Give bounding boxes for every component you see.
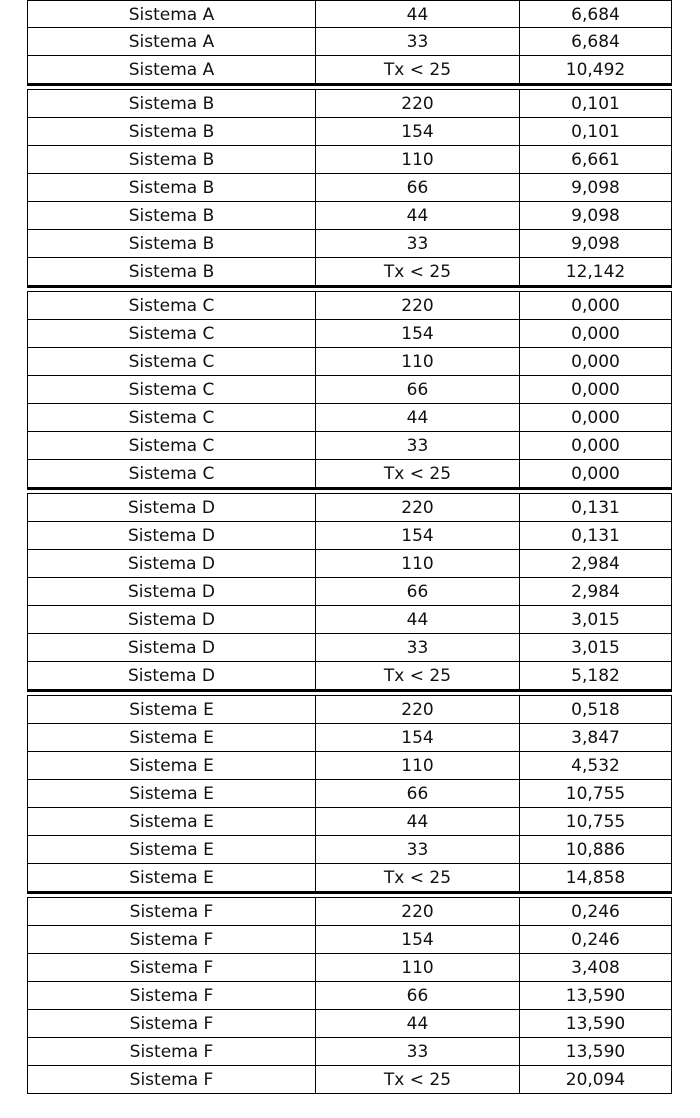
system-cell: Sistema F [27,982,315,1010]
value-cell: 14,858 [519,864,672,892]
voltage-cell: Tx < 25 [315,864,519,892]
table-row [27,724,672,752]
table-row [27,90,672,118]
voltage-cell: 220 [315,494,519,522]
system-cell: Sistema E [27,724,315,752]
voltage-cell: 66 [315,578,519,606]
system-cell: Sistema B [27,258,315,286]
voltage-cell: 44 [315,202,519,230]
table-row [27,258,672,286]
voltage-cell: 66 [315,174,519,202]
value-cell: 13,590 [519,1038,672,1066]
value-cell: 3,015 [519,634,672,662]
value-cell: 6,684 [519,0,672,28]
system-cell: Sistema B [27,90,315,118]
system-cell: Sistema F [27,926,315,954]
voltage-cell: 33 [315,230,519,258]
value-cell: 0,131 [519,494,672,522]
system-voltage-table [27,0,672,1094]
table-row [27,780,672,808]
value-cell: 0,518 [519,696,672,724]
table-row [27,1066,672,1094]
voltage-cell: 154 [315,522,519,550]
value-cell: 13,590 [519,1010,672,1038]
table-row [27,550,672,578]
value-cell: 0,000 [519,320,672,348]
voltage-cell: 44 [315,606,519,634]
table-row [27,864,672,892]
value-cell: 0,246 [519,898,672,926]
voltage-cell: 33 [315,634,519,662]
group-separator [27,487,672,494]
voltage-cell: 220 [315,292,519,320]
value-cell: 10,886 [519,836,672,864]
system-cell: Sistema C [27,432,315,460]
value-cell: 0,101 [519,90,672,118]
value-cell: 2,984 [519,550,672,578]
table-row [27,118,672,146]
system-cell: Sistema D [27,634,315,662]
system-cell: Sistema F [27,898,315,926]
table-row [27,926,672,954]
table-row [27,174,672,202]
system-cell: Sistema B [27,118,315,146]
table-row [27,320,672,348]
table-row [27,1038,672,1066]
table-row [27,348,672,376]
system-cell: Sistema C [27,404,315,432]
system-cell: Sistema D [27,662,315,690]
voltage-cell: 66 [315,376,519,404]
value-cell: 10,755 [519,808,672,836]
system-cell: Sistema E [27,808,315,836]
value-cell: 0,000 [519,292,672,320]
system-cell: Sistema C [27,292,315,320]
group-separator [27,689,672,696]
group-separator [27,285,672,292]
system-group [27,90,672,286]
table-row [27,230,672,258]
value-cell: 3,408 [519,954,672,982]
system-cell: Sistema C [27,376,315,404]
voltage-cell: 44 [315,404,519,432]
table-row [27,954,672,982]
voltage-cell: Tx < 25 [315,1066,519,1094]
value-cell: 9,098 [519,230,672,258]
voltage-cell: 33 [315,836,519,864]
voltage-cell: 110 [315,146,519,174]
system-cell: Sistema B [27,202,315,230]
table-row [27,522,672,550]
system-cell: Sistema C [27,320,315,348]
system-group [27,0,672,84]
value-cell: 2,984 [519,578,672,606]
value-cell: 6,661 [519,146,672,174]
system-cell: Sistema F [27,954,315,982]
table-row [27,28,672,56]
system-cell: Sistema B [27,230,315,258]
voltage-cell: 44 [315,808,519,836]
value-cell: 5,182 [519,662,672,690]
system-cell: Sistema C [27,348,315,376]
voltage-cell: 220 [315,898,519,926]
voltage-cell: 33 [315,28,519,56]
voltage-cell: 110 [315,550,519,578]
table-row [27,376,672,404]
system-cell: Sistema C [27,460,315,488]
table-row [27,634,672,662]
value-cell: 6,684 [519,28,672,56]
system-cell: Sistema D [27,578,315,606]
system-group [27,292,672,488]
voltage-cell: 220 [315,696,519,724]
value-cell: 0,101 [519,118,672,146]
table-row [27,202,672,230]
system-cell: Sistema F [27,1038,315,1066]
system-cell: Sistema F [27,1010,315,1038]
system-cell: Sistema A [27,0,315,28]
system-cell: Sistema E [27,752,315,780]
value-cell: 13,590 [519,982,672,1010]
voltage-cell: Tx < 25 [315,460,519,488]
voltage-cell: 154 [315,118,519,146]
value-cell: 4,532 [519,752,672,780]
table-row [27,0,672,28]
table-row [27,578,672,606]
voltage-cell: Tx < 25 [315,56,519,84]
value-cell: 3,847 [519,724,672,752]
system-cell: Sistema E [27,780,315,808]
table-row [27,836,672,864]
voltage-cell: 44 [315,1010,519,1038]
value-cell: 12,142 [519,258,672,286]
voltage-cell: 110 [315,348,519,376]
value-cell: 10,492 [519,56,672,84]
system-cell: Sistema E [27,696,315,724]
table-row [27,662,672,690]
value-cell: 0,000 [519,432,672,460]
voltage-cell: 220 [315,90,519,118]
table-row [27,898,672,926]
table-row [27,432,672,460]
group-separator [27,891,672,898]
system-cell: Sistema D [27,606,315,634]
system-cell: Sistema D [27,550,315,578]
value-cell: 9,098 [519,174,672,202]
voltage-cell: 33 [315,432,519,460]
table-row [27,606,672,634]
value-cell: 0,000 [519,376,672,404]
group-separator [27,83,672,90]
value-cell: 0,000 [519,460,672,488]
value-cell: 0,246 [519,926,672,954]
table-row [27,56,672,84]
voltage-cell: 154 [315,926,519,954]
voltage-cell: 33 [315,1038,519,1066]
table-row [27,292,672,320]
system-cell: Sistema B [27,146,315,174]
system-group [27,494,672,690]
voltage-cell: 66 [315,982,519,1010]
table-row [27,982,672,1010]
voltage-cell: 44 [315,0,519,28]
system-cell: Sistema A [27,28,315,56]
system-cell: Sistema E [27,864,315,892]
voltage-cell: 66 [315,780,519,808]
system-cell: Sistema D [27,522,315,550]
value-cell: 0,000 [519,404,672,432]
value-cell: 9,098 [519,202,672,230]
table-row [27,752,672,780]
voltage-cell: 154 [315,320,519,348]
voltage-cell: 110 [315,954,519,982]
value-cell: 0,131 [519,522,672,550]
value-cell: 3,015 [519,606,672,634]
table-row [27,404,672,432]
system-group [27,898,672,1094]
value-cell: 20,094 [519,1066,672,1094]
system-group [27,696,672,892]
voltage-cell: 154 [315,724,519,752]
value-cell: 10,755 [519,780,672,808]
voltage-cell: Tx < 25 [315,662,519,690]
system-cell: Sistema D [27,494,315,522]
system-cell: Sistema A [27,56,315,84]
table-row [27,1010,672,1038]
voltage-cell: 110 [315,752,519,780]
system-cell: Sistema B [27,174,315,202]
system-cell: Sistema E [27,836,315,864]
voltage-cell: Tx < 25 [315,258,519,286]
system-cell: Sistema F [27,1066,315,1094]
table-row [27,146,672,174]
value-cell: 0,000 [519,348,672,376]
table-row [27,808,672,836]
table-row [27,696,672,724]
table-row [27,460,672,488]
table-row [27,494,672,522]
